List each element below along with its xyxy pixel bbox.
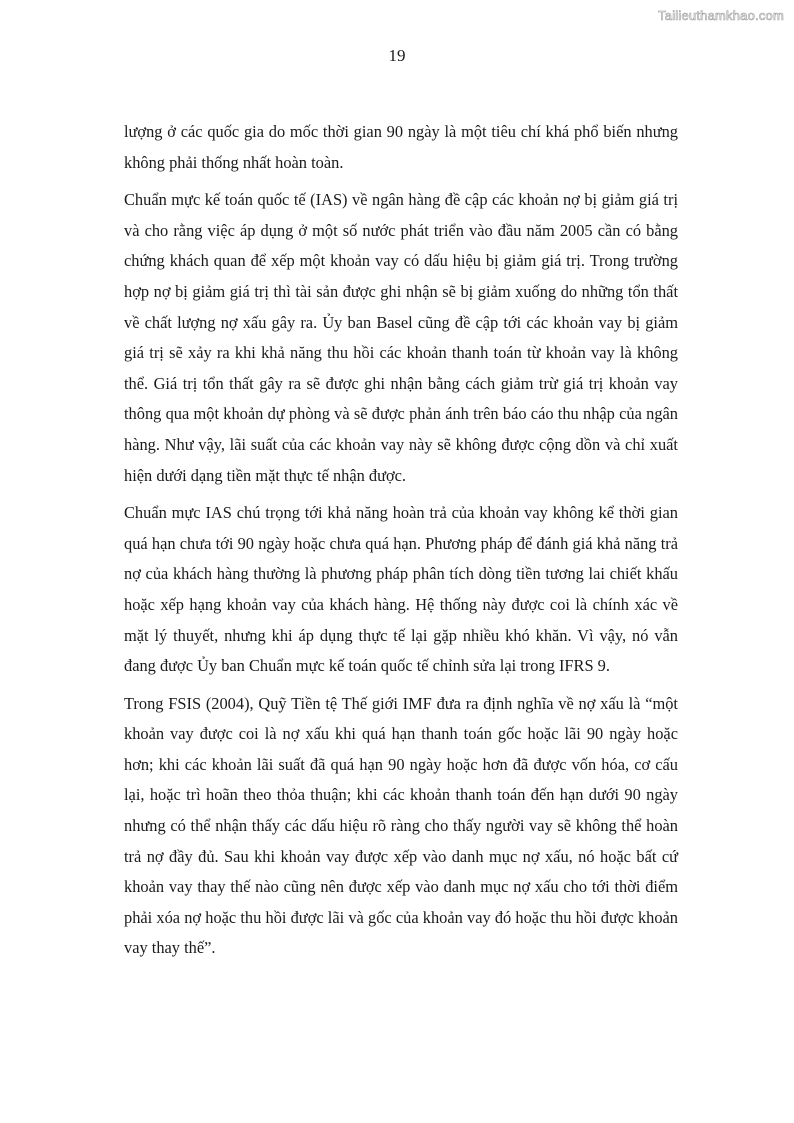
paragraph: Trong FSIS (2004), Quỹ Tiền tệ Thế giới IMF đưa ra định nghĩa về nợ xấu là “một khoản vay được coi là nợ xấu khi quá hạn thanh toán gốc hoặc lãi 90 ngày hoặc hơn; khi các khoản lãi suất đã quá hạn 90 ngày hoặc hơn đã được vốn hóa, cơ cấu lại, hoặc trì hoãn theo thỏa thuận; khi các khoản thanh toán đến hạn dưới 90 ngày nhưng có thể nhận thấy các dấu hiệu rõ ràng cho thấy người vay sẽ không thể hoàn trả nợ đầy đủ. Sau khi khoản vay được xếp vào danh mục nợ xấu, nó hoặc bất cứ khoản vay thay thế nào cũng nên được xếp vào danh mục nợ xấu cho tới thời điểm phải xóa nợ hoặc thu hồi được lãi và gốc của khoản vay đó hoặc thu hồi được khoản vay thay thế”.	[124, 693, 678, 958]
watermark: Tailieuthamkhao.com	[658, 8, 784, 23]
page-number: 19	[388, 46, 406, 65]
paragraph: lượng ở các quốc gia do mốc thời gian 90 ngày là một tiêu chí khá phổ biến nhưng không phải thống nhất hoàn toàn.	[124, 122, 678, 172]
paragraph: Chuẩn mực IAS chú trọng tới khả năng hoàn trả của khoản vay không kể thời gian quá hạn chưa tới 90 ngày hoặc chưa quá hạn. Phương pháp để đánh giá khả năng trả nợ của khách hàng thường là phương pháp phân tích dòng tiền tương lai chiết khấu hoặc xếp hạng khoản vay của khách hàng. Hệ thống này được coi là chính xác về mặt lý thuyết, nhưng khi áp dụng thực tế lại gặp nhiều khó khăn. Vì vậy, nó vẫn đang được Ủy ban Chuẩn mực kế toán quốc tế chỉnh sửa lại trong IFRS 9.	[124, 503, 678, 676]
document-body	[124, 117, 678, 971]
paragraph: Chuẩn mực kế toán quốc tế (IAS) về ngân hàng đề cập các khoản nợ bị giảm giá trị và cho rằng việc áp dụng ở một số nước phát triển vào đầu năm 2005 cần có bằng chứng khách quan để xếp một khoản vay có dấu hiệu bị giảm giá trị. Trong trường hợp nợ bị giảm giá trị thì tài sản được ghi nhận sẽ bị giảm xuống do những tổn thất về chất lượng nợ xấu gây ra. Ủy ban Basel cũng đề cập tới các khoản vay bị giảm giá trị sẽ xảy ra khi khả năng thu hồi các khoản thanh toán từ khoản vay là không thể. Giá trị tổn thất gây ra sẽ được ghi nhận bằng cách giảm trừ giá trị khoản vay thông qua một khoản dự phòng và sẽ được phản ánh trên báo cáo thu nhập của ngân hàng. Như vậy, lãi suất của các khoản vay này sẽ không được cộng dồn và chỉ xuất hiện dưới dạng tiền mặt thực tế nhận được.	[124, 190, 678, 485]
